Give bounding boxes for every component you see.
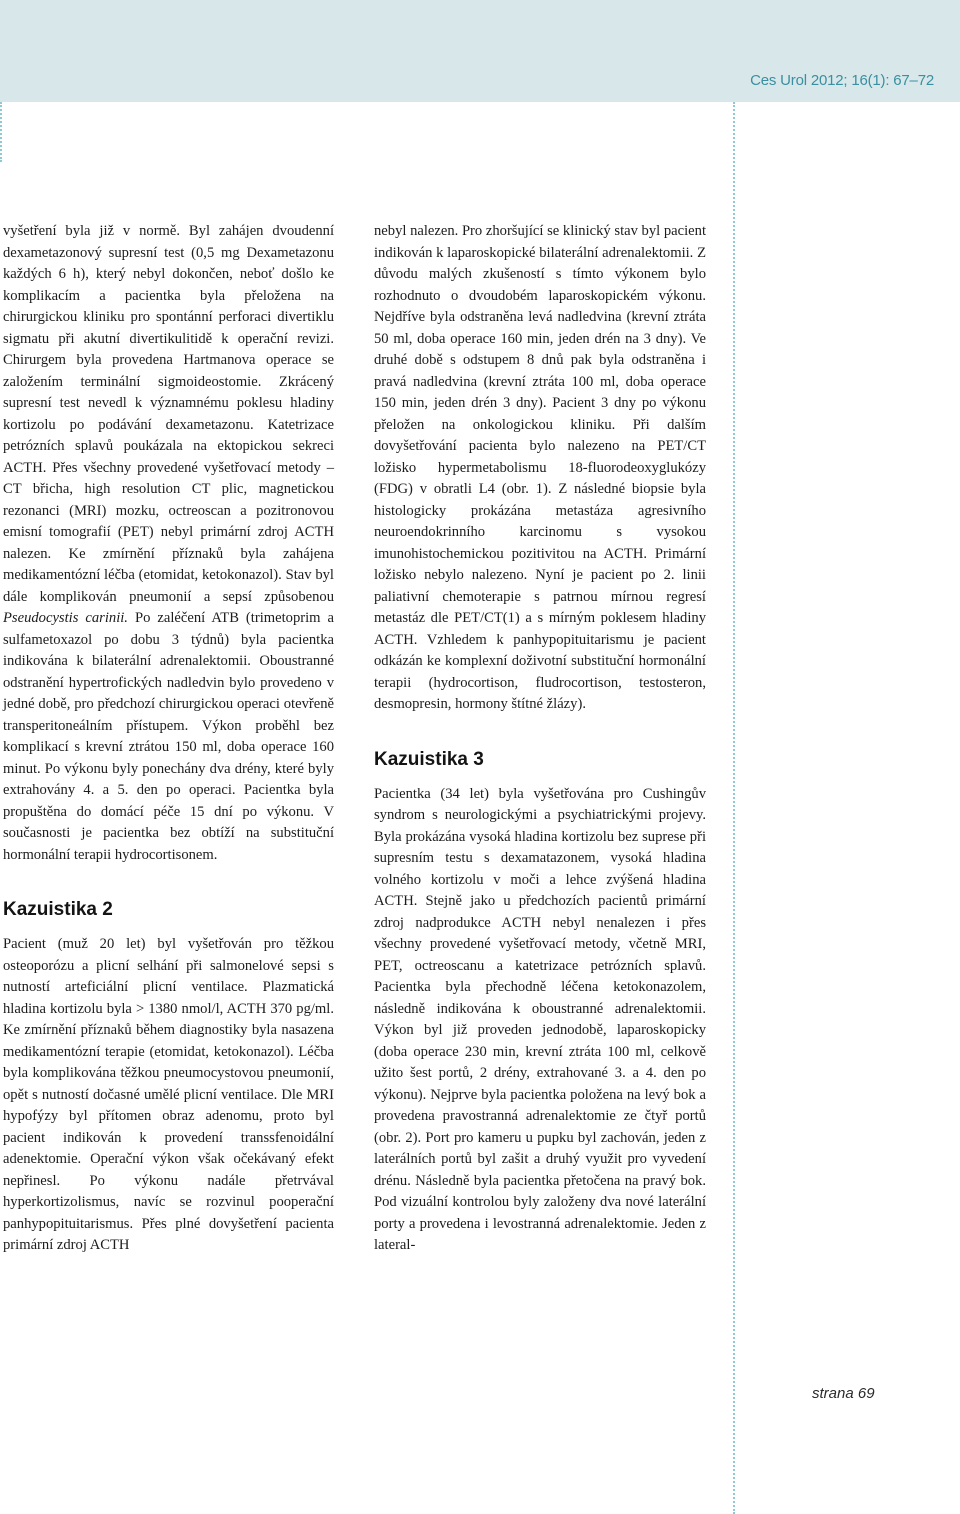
page-number: strana 69 xyxy=(812,1385,875,1402)
case3-paragraph: Pacientka (34 let) byla vyšetřována pro Cushingův syndrom s neurologickými a psychiatrickými projevy. Byla prokázána vysoká hladina kortizolu bez suprese při supresním testu s dexamatazonem, vysoká hladina volného kortizolu v moči a lehce zvýšená hladina ACTH. Stejně jako u předchozích pacientů primární zdroj nadprodukce ACTH nebyl nenalezen i přes všechny provedené vyšetřovací metody, včetně MRI, PET, octreoscanu a katetrizace petrózních splavů. Pacientka byla přechodně léčena ketokonazolem, následně indikována k oboustranné adrenalektomii. Výkon byl již proveden jednodobě, laparoskopicky (doba operace 230 min, krevní ztráta 100 ml, celkově užito šest portů, 2 drény, extrahované 3. a 4. den po výkonu). Nejprve byla pacientka položena na levý bok a provedena pravostranná adrenalektomie ze čtyř portů (obr. 2). Port pro kameru u pupku byl zachován, jeden z laterálních portů byl zašit a druhý využit pro vyvedení drénu. Následně byla pacientka přetočena na pravý bok. Pod vizuální kontrolou byly založeny dva nové laterální porty a provedena i levostranná adrenalektomie. Jeden z lateral- xyxy=(374,785,706,1253)
right-dotted-rule xyxy=(733,102,735,1514)
case1-text-a: vyšetření byla již v normě. Byl zahájen dvoudenní dexametazonový supresní test (0,5 mg Dexametazonu každých 6 h), který nebyl dokončen, neboť došlo ke komplikacím a pacientka byla přeložena na chirurgickou kliniku pro spontánní perforaci divertiklu sigmatu při akutní divertikulitidě k operační revizi. Chirurgem byla provedena Hartmanova operace se založením terminální sigmoideostomie. Zkrácený supresní test nevedl k významnému poklesu hladiny kortizolu po podávání dexametazonu. Katetrizace petrózních splavů poukázala na ektopickou sekreci ACTH. Přes všechny provedené vyšetřovací metody – CT břicha, high resolution CT plic, magnetickou rezonanci (MRI) mozku, octreoscan a pozitronovou emisní tomografií (PET) nebyl primární zdroj ACTH nalezen. Ke zmírnění příznaků byla zahájena medikamentózní léčba (etomidat, ketokonazol). Stav byl dále komplikován pneumonií a sepsí způsobenou xyxy=(3,223,334,605)
case1-continuation-paragraph xyxy=(3,221,334,866)
case2-heading: Kazuistika 2 xyxy=(3,899,113,920)
journal-reference: Ces Urol 2012; 16(1): 67–72 xyxy=(750,72,934,89)
case2-paragraph: Pacient (muž 20 let) byl vyšetřován pro těžkou osteoporózu a plicní selhání při salmonelové sepsi s nutností arteficiální plicní ventilace. Plazmatická hladina kortizolu byla > 1380 nmol/l, ACTH 370 pg/ml. Ke zmírnění příznaků během diagnostiky byla nasazena medikamentózní terapie (etomidat, ketokonazol). Léčba byla komplikována těžkou pneumocystovou pneumonií, opět s nutností dočasné umělé plicní ventilace. Dle MRI hypofýzy byl přítomen obraz adenomu, proto byl pacient indikován k provedení transsfenoidální adenektomie. Operační výkon však očekávaný efekt nepřinesl. Po výkonu nadále přetrvával hyperkortizolismus, navíc se rozvinul pooperační panhypopituitarismus. Přes plné dovyšetření pacienta primární zdroj ACTH xyxy=(3,936,334,1253)
left-dotted-rule xyxy=(0,102,2,162)
right-column xyxy=(374,221,706,1257)
case2-continuation-paragraph: nebyl nalezen. Pro zhoršující se klinický stav byl pacient indikován k laparoskopické bilaterální adrenalektomii. Z důvodu malých zkušeností s tímto výkonem bylo rozhodnuto o dvoudobém laparoskopickém výkonu. Nejdříve byla odstraněna levá nadledvina (krevní ztráta 50 ml, doba operace 160 min, jeden drén na 3 dny). Ve druhé době s odstupem 8 dnů pak byla odstraněna i pravá nadledvina (krevní ztráta 100 ml, doba operace 150 min, jeden drén 3 dny). Pacient 3 dny po výkonu přeložen na onkologickou kliniku. Při dalším dovyšetřování pacienta bylo nalezeno na PET/CT ložisko hypermetabolismu 18-fluorodeoxyglukózy (FDG) v obratli L4 (obr. 1). Z následné biopsie byla histologicky prokázána metastáza agresivního neuroendokrinního karcinomu s vysokou imunohistochemickou pozitivitou na ACTH. Primární ložisko nebylo nalezeno. Nyní je pacient po 2. linii paliativní chemoterapie s patrnou mírnou regresí metastáz dle PET/CT(1) a s mírným poklesem hladiny ACTH. Vzhledem k panhypopituitarismu je pacient odkázán ke komplexní doživotní substituční hormonální terapii (hydrocortison, fludrocortison, testosteron, desmopresin, hormony štítné žlázy). xyxy=(374,223,706,712)
case1-organism-name: Pseudocystis carinii. xyxy=(3,610,128,626)
case3-heading: Kazuistika 3 xyxy=(374,748,484,770)
case1-text-b: Po zaléčení ATB (trimetoprim a sulfametoxazol po dobu 3 týdnů) byla pacientka indikována k bilaterální adrenalektomii. Oboustranné odstranění hypertrofických nadledvin bylo provedeno v jedné době, pro předchozí chirurgickou operaci otevřeně transperitoneálním přístupem. Výkon proběhl bez komplikací s krevní ztrátou 150 ml, doba operace 160 minut. Po výkonu byly ponechány dva drény, které byly extrahovány 4. a 5. den po operaci. Pacientka byla propuštěna do domácí péče 15 dní po výkonu. V současnosti je pacientka bez obtíží na substituční hormonální terapii hydrocortisonem. xyxy=(3,610,334,863)
left-column xyxy=(3,221,334,1257)
